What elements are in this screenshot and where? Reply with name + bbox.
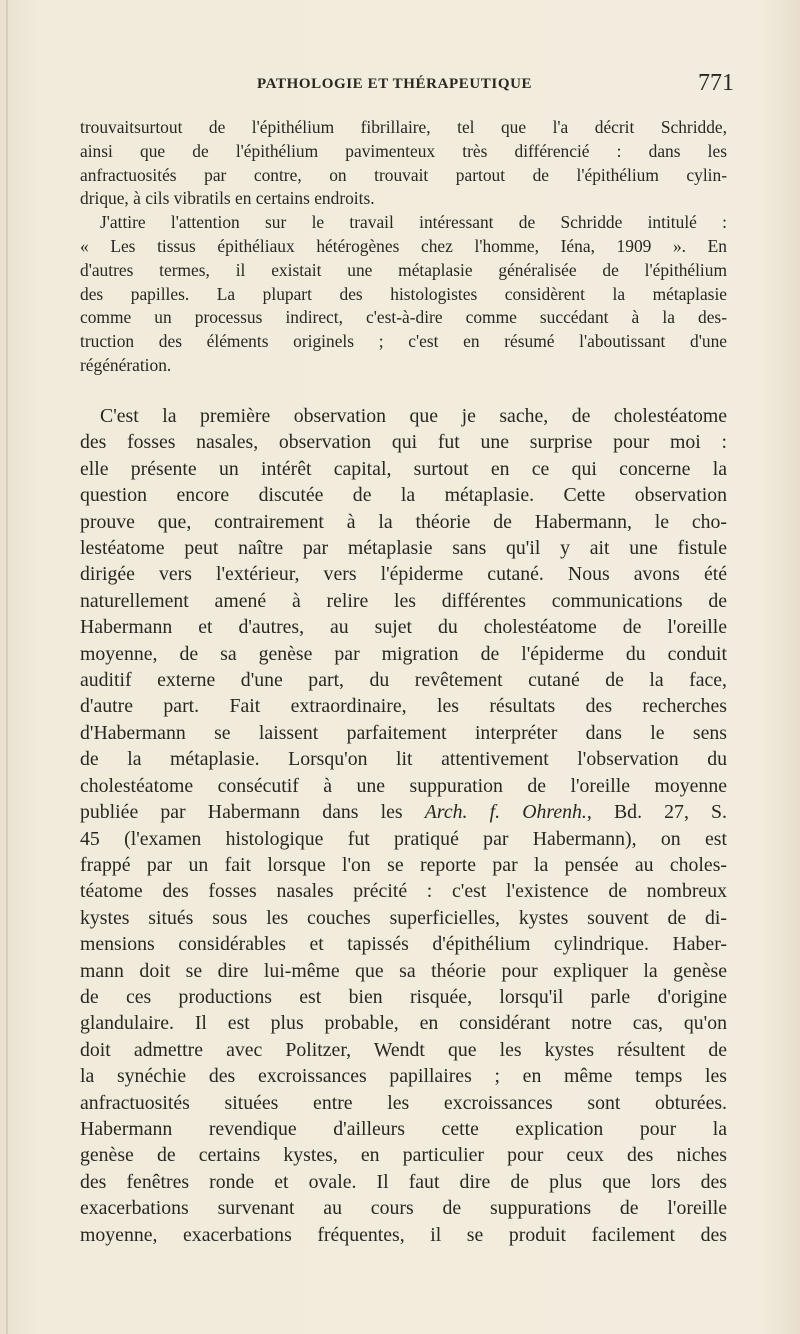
text-line: exacerbations survenant au cours de suppurations de l'oreille (80, 1197, 727, 1220)
text-line: C'est la première observation que je sache, de cholestéatome (100, 405, 727, 427)
text-line: de ces productions est bien risquée, lorsqu'il parle d'origine (80, 985, 727, 1008)
running-head: PATHOLOGIE ET THÉRAPEUTIQUE (257, 76, 533, 92)
paragraph-2 (80, 211, 727, 378)
text-line: comme un processus indirect, c'est-à-dire comme succédant à la des- (80, 307, 727, 328)
page-gutter (6, 0, 8, 1334)
text-line: glandulaire. Il est plus probable, en considérant notre cas, qu'on (80, 1012, 727, 1035)
text-line: drique, à cils vibratils en certains endroits. (80, 188, 375, 209)
text-line: question encore discutée de la métaplasie. Cette observation (80, 484, 727, 507)
text-line: la synéchie des excroissances papillaires ; en même temps les (80, 1065, 727, 1088)
text-line: Habermann revendique d'ailleurs cette explication pour la (80, 1117, 727, 1140)
text-line: genèse de certains kystes, en particulier pour ceux des niches (80, 1144, 727, 1167)
text-line: régénération. (80, 354, 172, 375)
text-line: mensions considérables et tapissés d'épithélium cylindrique. Haber- (80, 933, 727, 956)
page-number: 771 (698, 70, 734, 96)
main-text-block (80, 403, 727, 1248)
text-line: lestéatome peut naître par métaplasie sans qu'il y ait une fistule (80, 537, 727, 560)
text-line-citation (80, 799, 727, 825)
text-line: naturellement amené à relire les différentes communications de (80, 589, 727, 612)
text-line: prouve que, contrairement à la théorie de Habermann, le cho- (80, 510, 727, 533)
text-line: mann doit se dire lui-même que sa théorie pour expliquer la genèse (80, 959, 727, 982)
text-line: truction des éléments originels ; c'est en résumé l'aboutissant d'une (80, 331, 727, 352)
text-line: des fenêtres ronde et ovale. Il faut dire de plus que lors des (80, 1170, 727, 1193)
text-line: anfractuosités situées entre les excroissances sont obturées. (80, 1091, 727, 1114)
text-line: moyenne, exacerbations fréquentes, il se produit facilement des (80, 1223, 727, 1246)
text-line: moyenne, de sa genèse par migration de l'épiderme du conduit (80, 642, 727, 665)
text-line: J'attire l'attention sur le travail intéressant de Schridde intitulé : (100, 212, 727, 233)
text-line: téatome des fosses nasales précité : c'est l'existence de nombreux (80, 880, 727, 903)
citation-suffix: , Bd. 27, S. (586, 801, 728, 824)
text-line: elle présente un intérêt capital, surtout en ce qui concerne la (80, 457, 727, 480)
text-line: d'Habermann se laissent parfaitement interpréter dans le sens (80, 721, 727, 744)
paragraph-1 (80, 116, 727, 211)
text-line: des fosses nasales, observation qui fut une surprise pour moi : (80, 431, 727, 454)
text-line: anfractuosités par contre, on trouvait partout de l'épithélium cylin- (80, 164, 727, 185)
text-line: trouvaitsurtout de l'épithélium fibrillaire, tel que l'a décrit Schridde, (80, 117, 727, 137)
text-line: frappé par un fait lorsque l'on se reporte par la pensée au choles- (80, 853, 727, 876)
text-line: auditif externe d'une part, du revêtement cutané de la face, (80, 669, 727, 692)
page-header (0, 70, 800, 100)
upper-text-block (80, 116, 727, 378)
text-line: d'autres termes, il existait une métaplasie généralisée de l'épithélium (80, 259, 727, 280)
text-line: Habermann et d'autres, au sujet du cholestéatome de l'oreille (80, 616, 727, 639)
text-line: d'autre part. Fait extraordinaire, les résultats des recherches (80, 695, 727, 718)
text-line: dirigée vers l'extérieur, vers l'épiderme cutané. Nous avons été (80, 563, 727, 586)
text-line: ainsi que de l'épithélium pavimenteux très différencié : dans les (80, 140, 727, 161)
journal-title: Arch. f. Ohrenh. (424, 801, 587, 824)
text-line: kystes situés sous les couches superficielles, kystes souvent de di- (80, 906, 727, 929)
text-line: doit admettre avec Politzer, Wendt que les kystes résultent de (80, 1038, 727, 1061)
citation-prefix: publiée par Habermann dans les (80, 801, 425, 824)
text-line: 45 (l'examen histologique fut pratiqué par Habermann), on est (80, 827, 727, 850)
text-line: cholestéatome consécutif à une suppuration de l'oreille moyenne (80, 774, 727, 797)
text-line: de la métaplasie. Lorsqu'on lit attentivement l'observation du (80, 748, 727, 771)
paragraph-3 (80, 403, 727, 1248)
text-line: des papilles. La plupart des histologistes considèrent la métaplasie (80, 283, 727, 304)
text-line: « Les tissus épithéliaux hétérogènes chez l'homme, Iéna, 1909 ». En (80, 235, 727, 256)
